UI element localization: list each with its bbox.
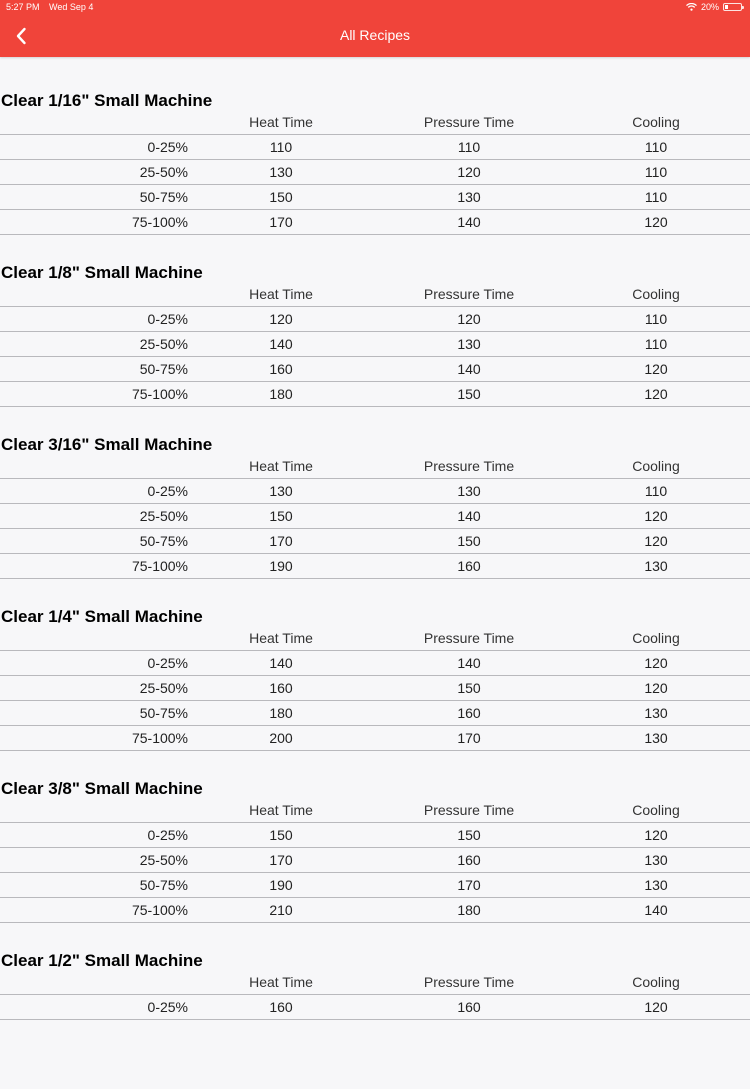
fill-range: 50-75% bbox=[139, 877, 188, 893]
heat-time: 140 bbox=[269, 336, 293, 352]
page-title: All Recipes bbox=[339, 27, 411, 43]
cooling: 120 bbox=[644, 214, 668, 230]
heat-time: 130 bbox=[269, 164, 293, 180]
heat-time-header: Heat Time bbox=[249, 458, 313, 474]
heat-time: 180 bbox=[269, 705, 293, 721]
cooling-header: Cooling bbox=[632, 974, 680, 990]
pressure-time: 120 bbox=[457, 164, 481, 180]
column-header-row bbox=[0, 282, 750, 307]
fill-range: 0-25% bbox=[147, 655, 188, 671]
status-left bbox=[6, 2, 100, 12]
cooling-header: Cooling bbox=[632, 114, 680, 130]
pressure-time: 140 bbox=[457, 214, 481, 230]
cooling: 110 bbox=[644, 336, 668, 352]
heat-time-header: Heat Time bbox=[249, 974, 313, 990]
fill-range: 0-25% bbox=[147, 483, 188, 499]
fill-range: 50-75% bbox=[139, 189, 188, 205]
heat-time: 160 bbox=[269, 361, 293, 377]
cooling: 110 bbox=[644, 139, 668, 155]
table-row bbox=[0, 848, 750, 873]
table-row bbox=[0, 357, 750, 382]
heat-time-header: Heat Time bbox=[249, 114, 313, 130]
column-header-row bbox=[0, 454, 750, 479]
cooling: 120 bbox=[644, 533, 668, 549]
column-header-row bbox=[0, 798, 750, 823]
section-title: Clear 3/8" Small Machine bbox=[1, 779, 203, 798]
pressure-time: 170 bbox=[457, 730, 481, 746]
fill-range: 25-50% bbox=[139, 164, 188, 180]
heat-time: 190 bbox=[269, 558, 293, 574]
cooling: 130 bbox=[644, 730, 668, 746]
fill-range: 25-50% bbox=[139, 508, 188, 524]
status-right bbox=[686, 2, 742, 12]
heat-time: 110 bbox=[269, 139, 293, 155]
fill-range: 50-75% bbox=[139, 533, 188, 549]
status-time: 5:27 PM bbox=[6, 2, 40, 12]
cooling-header: Cooling bbox=[632, 286, 680, 302]
heat-time: 120 bbox=[269, 311, 293, 327]
heat-time-header: Heat Time bbox=[249, 630, 313, 646]
cooling-header: Cooling bbox=[632, 458, 680, 474]
section-title: Clear 1/4" Small Machine bbox=[1, 607, 203, 626]
recipe-section bbox=[0, 745, 750, 917]
fill-range: 0-25% bbox=[147, 139, 188, 155]
recipe-section bbox=[0, 229, 750, 401]
table-row bbox=[0, 185, 750, 210]
cooling-header: Cooling bbox=[632, 802, 680, 818]
pressure-time: 150 bbox=[457, 827, 481, 843]
heat-time: 170 bbox=[269, 533, 293, 549]
table-row bbox=[0, 995, 750, 1020]
recipe-section bbox=[0, 401, 750, 573]
heat-time: 150 bbox=[269, 827, 293, 843]
wifi-icon bbox=[686, 3, 697, 11]
cooling: 120 bbox=[644, 680, 668, 696]
cooling: 130 bbox=[644, 877, 668, 893]
fill-range: 0-25% bbox=[147, 999, 188, 1015]
heat-time: 190 bbox=[269, 877, 293, 893]
pressure-time: 140 bbox=[457, 508, 481, 524]
table-row bbox=[0, 307, 750, 332]
pressure-time: 160 bbox=[457, 558, 481, 574]
pressure-time: 160 bbox=[457, 852, 481, 868]
cooling: 110 bbox=[644, 189, 668, 205]
section-title: Clear 1/2" Small Machine bbox=[1, 951, 203, 970]
column-header-row bbox=[0, 970, 750, 995]
app-header bbox=[0, 0, 750, 57]
pressure-time: 130 bbox=[457, 483, 481, 499]
fill-range: 50-75% bbox=[139, 361, 188, 377]
status-date: Wed Sep 4 bbox=[49, 2, 94, 12]
battery-percent: 20% bbox=[700, 2, 719, 12]
fill-range: 75-100% bbox=[131, 730, 188, 746]
cooling: 130 bbox=[644, 705, 668, 721]
cooling: 120 bbox=[644, 361, 668, 377]
heat-time: 160 bbox=[269, 999, 293, 1015]
pressure-time: 170 bbox=[457, 877, 481, 893]
table-row bbox=[0, 504, 750, 529]
cooling: 120 bbox=[644, 999, 668, 1015]
pressure-time: 150 bbox=[457, 533, 481, 549]
pressure-time: 130 bbox=[457, 189, 481, 205]
cooling: 130 bbox=[644, 852, 668, 868]
heat-time: 140 bbox=[269, 655, 293, 671]
table-row bbox=[0, 479, 750, 504]
fill-range: 75-100% bbox=[131, 214, 188, 230]
cooling: 120 bbox=[644, 508, 668, 524]
pressure-time: 140 bbox=[457, 655, 481, 671]
table-row bbox=[0, 651, 750, 676]
heat-time-header: Heat Time bbox=[249, 286, 313, 302]
cooling: 110 bbox=[644, 311, 668, 327]
pressure-time-header: Pressure Time bbox=[423, 802, 515, 818]
section-title: Clear 1/8" Small Machine bbox=[1, 263, 203, 282]
pressure-time: 180 bbox=[457, 902, 481, 918]
heat-time: 170 bbox=[269, 852, 293, 868]
fill-range: 0-25% bbox=[147, 311, 188, 327]
fill-range: 25-50% bbox=[139, 336, 188, 352]
pressure-time: 110 bbox=[457, 139, 481, 155]
cooling: 110 bbox=[644, 164, 668, 180]
table-row bbox=[0, 823, 750, 848]
pressure-time: 140 bbox=[457, 361, 481, 377]
pressure-time-header: Pressure Time bbox=[423, 974, 515, 990]
fill-range: 50-75% bbox=[139, 705, 188, 721]
cooling: 140 bbox=[644, 902, 668, 918]
heat-time: 150 bbox=[269, 189, 293, 205]
pressure-time-header: Pressure Time bbox=[423, 114, 515, 130]
pressure-time: 150 bbox=[457, 680, 481, 696]
pressure-time: 120 bbox=[457, 311, 481, 327]
fill-range: 25-50% bbox=[139, 680, 188, 696]
heat-time: 180 bbox=[269, 386, 293, 402]
battery-icon bbox=[723, 3, 742, 11]
fill-range: 75-100% bbox=[131, 558, 188, 574]
nav-bar bbox=[0, 15, 750, 57]
heat-time: 210 bbox=[269, 902, 293, 918]
table-row bbox=[0, 873, 750, 898]
recipe-list bbox=[0, 57, 750, 1089]
pressure-time: 160 bbox=[457, 999, 481, 1015]
recipe-section bbox=[0, 57, 750, 229]
table-row bbox=[0, 135, 750, 160]
pressure-time: 160 bbox=[457, 705, 481, 721]
recipe-section bbox=[0, 573, 750, 745]
section-title: Clear 1/16" Small Machine bbox=[1, 91, 213, 110]
recipe-section bbox=[0, 917, 750, 1089]
heat-time: 170 bbox=[269, 214, 293, 230]
heat-time-header: Heat Time bbox=[249, 802, 313, 818]
cooling: 120 bbox=[644, 386, 668, 402]
table-row bbox=[0, 332, 750, 357]
fill-range: 75-100% bbox=[131, 902, 188, 918]
heat-time: 150 bbox=[269, 508, 293, 524]
heat-time: 200 bbox=[269, 730, 293, 746]
section-title: Clear 3/16" Small Machine bbox=[1, 435, 213, 454]
table-row bbox=[0, 160, 750, 185]
column-header-row bbox=[0, 110, 750, 135]
table-row bbox=[0, 676, 750, 701]
cooling: 110 bbox=[644, 483, 668, 499]
column-header-row bbox=[0, 626, 750, 651]
heat-time: 130 bbox=[269, 483, 293, 499]
heat-time: 160 bbox=[269, 680, 293, 696]
pressure-time-header: Pressure Time bbox=[423, 458, 515, 474]
cooling: 130 bbox=[644, 558, 668, 574]
table-row bbox=[0, 529, 750, 554]
fill-range: 25-50% bbox=[139, 852, 188, 868]
pressure-time: 130 bbox=[457, 336, 481, 352]
table-row bbox=[0, 701, 750, 726]
cooling: 120 bbox=[644, 827, 668, 843]
cooling-header: Cooling bbox=[632, 630, 680, 646]
pressure-time: 150 bbox=[457, 386, 481, 402]
status-bar bbox=[0, 0, 750, 15]
cooling: 120 bbox=[644, 655, 668, 671]
pressure-time-header: Pressure Time bbox=[423, 286, 515, 302]
fill-range: 0-25% bbox=[147, 827, 188, 843]
fill-range: 75-100% bbox=[131, 386, 188, 402]
pressure-time-header: Pressure Time bbox=[423, 630, 515, 646]
